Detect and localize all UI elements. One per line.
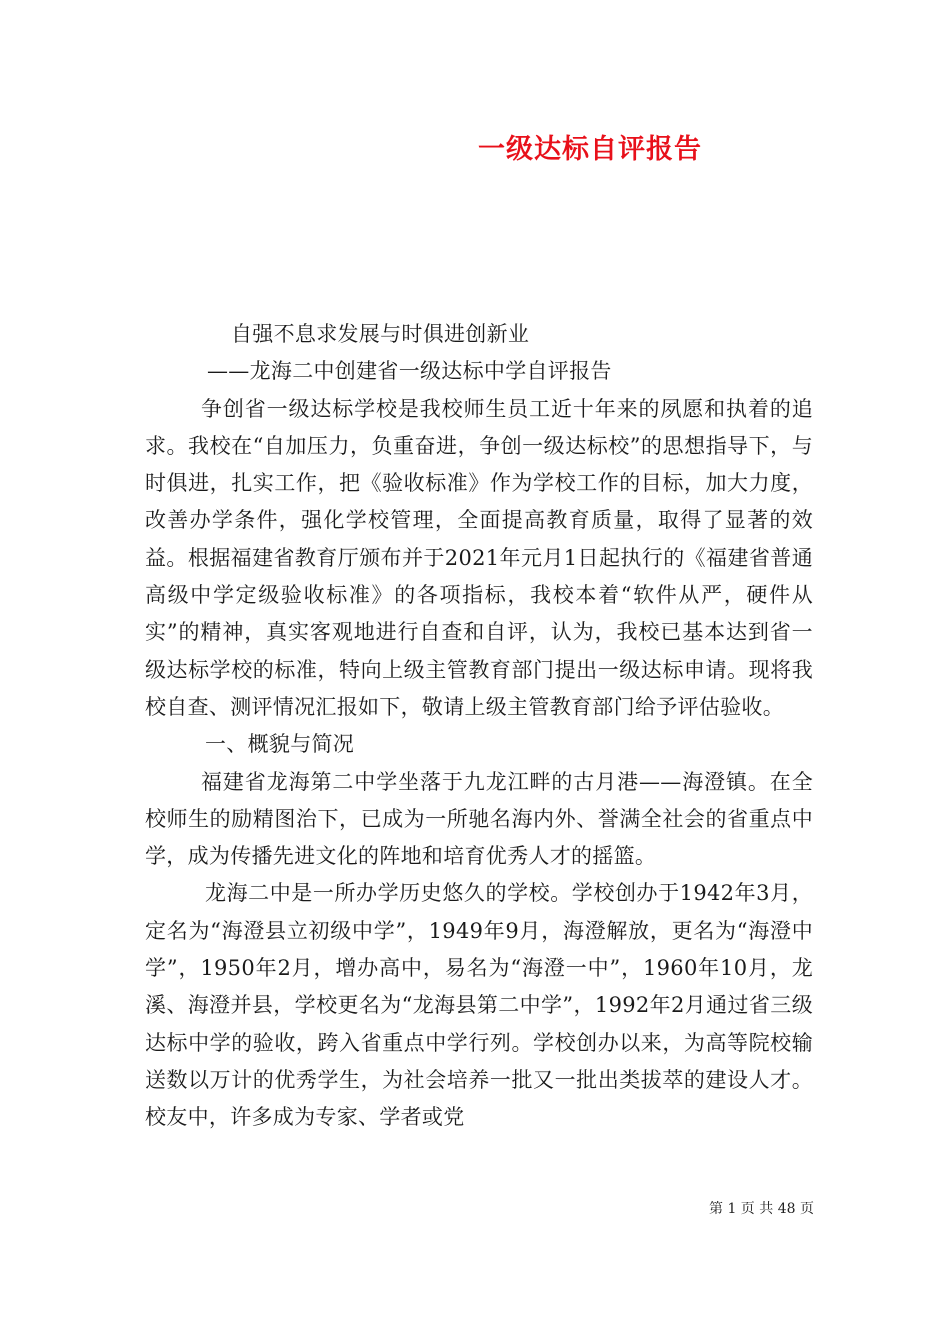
subtitle-line-1: 自强不息求发展与时俱进创新业	[231, 322, 530, 346]
document-body	[145, 316, 813, 1137]
page-footer: 第 1 页 共 48 页	[709, 1201, 814, 1217]
intro-paragraph: 争创省一级达标学校是我校师生员工近十年来的夙愿和执着的追求。我校在“自加压力，负重奋进，争创一级达标校”的思想指导下，与时俱进，扎实工作，把《验收标准》作为学校工作的目标，加大力度，改善办学条件，强化学校管理，全面提高教育质量，取得了显著的效益。根据福建省教育厅颁布并于2021年元月1日起执行的《福建省普通高级中学定级验收标准》的各项指标，我校本着“软件从严，硬件从实”的精神，真实客观地进行自查和自评，认为，我校已基本达到省一级达标学校的标准，特向上级主管教育部门提出一级达标申请。现将我校自查、测评情况汇报如下，敬请上级主管教育部门给予评估验收。	[145, 396, 813, 719]
subtitle-line-2: ——龙海二中创建省一级达标中学自评报告	[207, 359, 612, 384]
section-paragraph-1: 福建省龙海第二中学坐落于九龙江畔的古月港——海澄镇。在全校师生的励精图治下，已成为一所驰名海内外、誉满全社会的省重点中学，成为传播先进文化的阵地和培育优秀人才的摇篮。	[145, 769, 813, 869]
section-heading: 一、概貌与简况	[205, 732, 355, 757]
section-paragraph-2: 龙海二中是一所办学历史悠久的学校。学校创办于1942年3月，定名为“海澄县立初级中学”，1949年9月，海澄解放，更名为“海澄中学”，1950年2月，增办高中，易名为“海澄一中”，1960年10月，龙溪、海澄并县，学校更名为“龙海县第二中学”，1992年2月通过省三级达标中学的验收，跨入省重点中学行列。学校创办以来，为高等院校输送数以万计的优秀学生，为社会培养一批又一批出类拔萃的建设人才。校友中，许多成为专家、学者或党	[145, 881, 813, 1130]
document-title: 一级达标自评报告	[478, 134, 702, 165]
